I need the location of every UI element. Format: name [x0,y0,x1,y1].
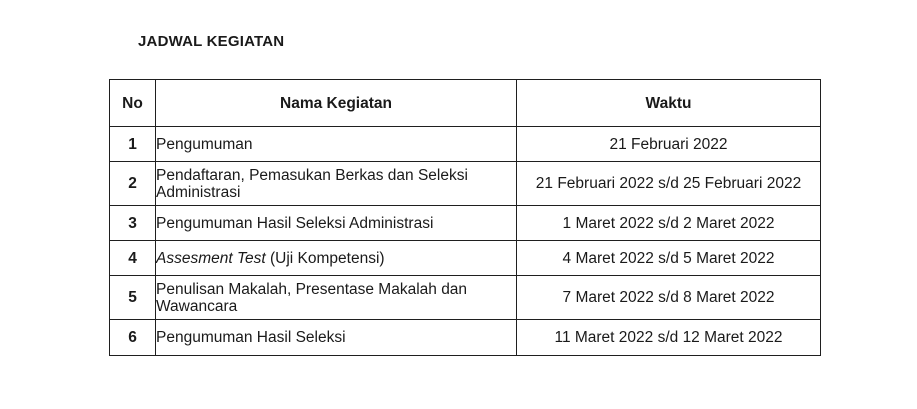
activity-time: 4 Maret 2022 s/d 5 Maret 2022 [517,241,821,276]
row-number: 5 [110,276,156,320]
table-row [110,206,821,241]
table-row [110,241,821,276]
activity-name: Pengumuman Hasil Seleksi [156,320,517,356]
column-header-no: No [110,80,156,127]
activity-name: Pendaftaran, Pemasukan Berkas dan Seleksi Administrasi [156,162,517,206]
row-number: 1 [110,127,156,162]
activity-time: 21 Februari 2022 s/d 25 Februari 2022 [517,162,821,206]
row-number: 2 [110,162,156,206]
table-row [110,320,821,356]
row-number: 4 [110,241,156,276]
table-row [110,162,821,206]
activity-time: 7 Maret 2022 s/d 8 Maret 2022 [517,276,821,320]
activity-time: 21 Februari 2022 [517,127,821,162]
activity-name [156,241,517,276]
table-row [110,276,821,320]
table-header-row [110,80,821,127]
activity-name: Penulisan Makalah, Presentase Makalah dan Wawancara [156,276,517,320]
activity-name-rest-part: (Uji Kompetensi) [265,249,385,267]
activity-name: Pengumuman Hasil Seleksi Administrasi [156,206,517,241]
column-header-time: Waktu [517,80,821,127]
schedule-table [109,79,821,356]
page-title: JADWAL KEGIATAN [138,33,285,50]
activity-name: Pengumuman [156,127,517,162]
table-row [110,127,821,162]
activity-name-italic-part: Assesment Test [156,249,266,267]
activity-time: 1 Maret 2022 s/d 2 Maret 2022 [517,206,821,241]
column-header-name: Nama Kegiatan [156,80,517,127]
row-number: 3 [110,206,156,241]
activity-time: 11 Maret 2022 s/d 12 Maret 2022 [517,320,821,356]
row-number: 6 [110,320,156,356]
